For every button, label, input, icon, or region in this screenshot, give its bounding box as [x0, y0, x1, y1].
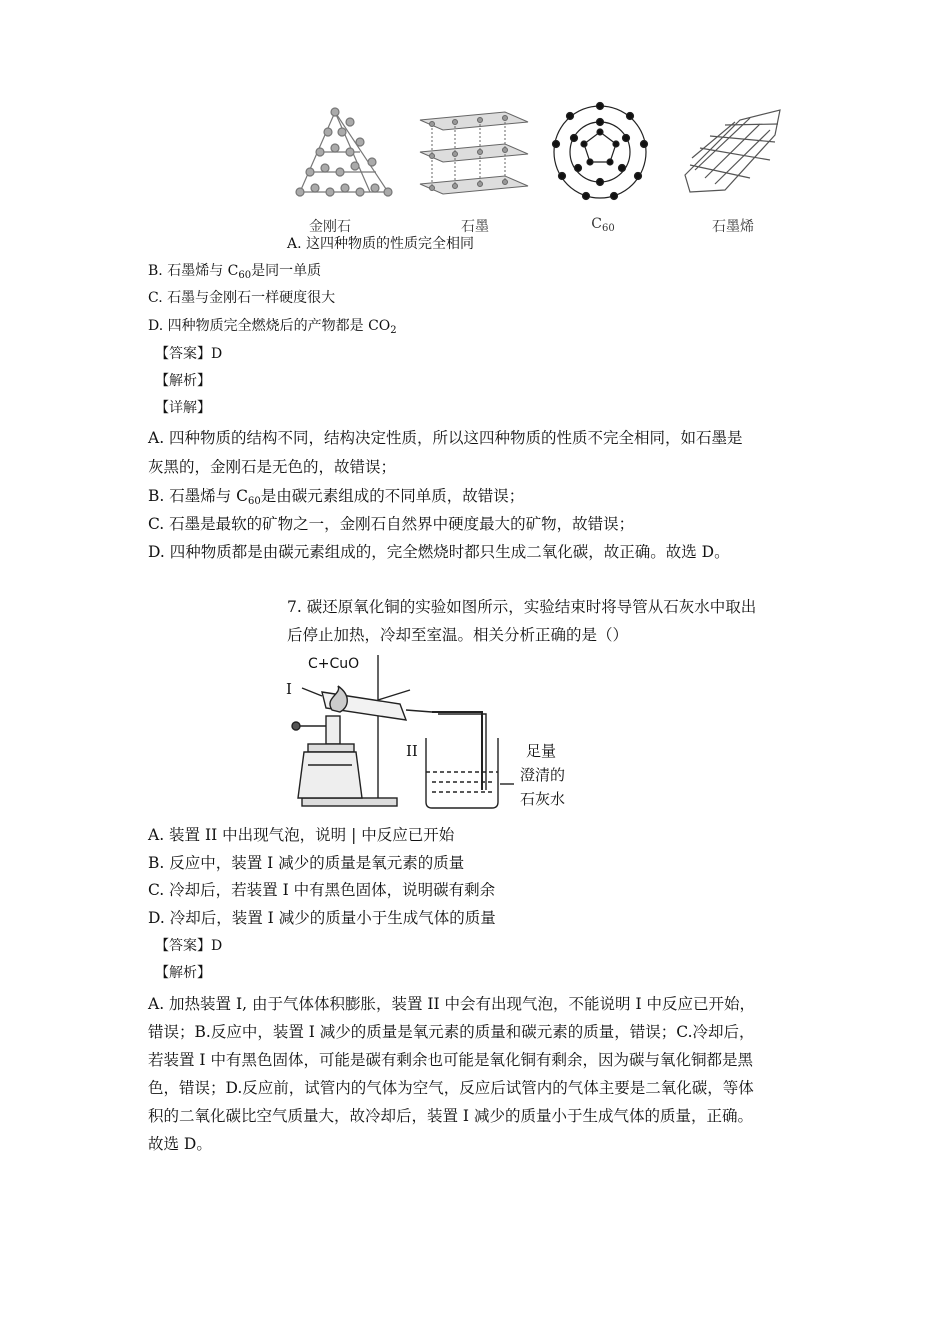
graphite-structure-icon — [420, 112, 528, 194]
limewater-label-2: 澄清的 — [520, 766, 566, 784]
q7-explanation-1: A. 加热装置 I, 由于气体体积膨胀，装置 II 中会有出现气泡，不能说明 I 中反应已开始， — [148, 995, 756, 1013]
q7-option-d: D. 冷却后，装置 I 减少的质量小于生成气体的质量 — [148, 909, 496, 927]
c60-structure-icon — [553, 103, 648, 200]
q6-explanation-a-2: 灰黑的，金刚石是无色的，故错误； — [148, 458, 397, 476]
q6-option-b: B. 石墨烯与 $C_{60}$是同一单质 — [148, 263, 322, 281]
q7-explanation-4: 色，错误；D.反应前，试管内的气体为空气，反应后试管内的气体主要是二氧化碳，等体 — [148, 1079, 754, 1097]
q6-explanation-c: C. 石墨是最软的矿物之一，金刚石自然界中硬度最大的矿物，故错误； — [148, 515, 635, 533]
limewater-label-3: 石灰水 — [520, 790, 566, 808]
graphite-label: 石墨 — [461, 219, 489, 235]
allotropes-illustration — [280, 100, 800, 220]
graphene-label: 石墨烯 — [712, 219, 754, 235]
apparatus-figure — [282, 650, 582, 815]
diamond-label: 金刚石 — [309, 219, 351, 235]
graphene-structure-icon — [685, 110, 780, 192]
apparatus-i-label: I — [286, 680, 292, 698]
allotropes-figure — [280, 100, 800, 240]
limewater-label-1: 足量 — [526, 742, 557, 760]
diamond-structure-icon — [296, 108, 392, 196]
q7-explanation-6: 故选 D。 — [148, 1135, 212, 1153]
q6-option-d: D. 四种物质完全燃烧后的产物都是 $CO_2$ — [148, 318, 397, 336]
q7-option-b: B. 反应中，装置 I 减少的质量是氧元素的质量 — [148, 854, 465, 872]
q7-analysis-heading: 【解析】 — [155, 965, 211, 981]
q7-explanation-3: 若装置 I 中有黑色固体，可能是碳有剩余也可能是氧化铜有剩余，因为碳与氧化铜都是黑 — [148, 1051, 753, 1069]
reagent-label: C+CuO — [308, 656, 360, 672]
c60-label: $C_{60}$ — [591, 216, 615, 234]
q7-stem-line-1: 7. 碳还原氧化铜的实验如图所示，实验结束时将导管从石灰水中取出 — [287, 598, 757, 616]
q7-explanation-5: 积的二氧化碳比空气质量大，故冷却后，装置 I 减少的质量小于生成气体的质量，正确。 — [148, 1107, 753, 1125]
q7-option-c: C. 冷却后，若装置 I 中有黑色固体，说明碳有剩余 — [148, 881, 496, 899]
q7-explanation-2: 错误；B.反应中，装置 I 减少的质量是氧元素的质量和碳元素的质量，错误；C.冷却后， — [148, 1023, 755, 1041]
q6-explanation-d: D. 四种物质都是由碳元素组成的，完全燃烧时都只生成二氧化碳，故正确。故选 D。 — [148, 543, 730, 561]
q7-option-a: A. 装置 II 中出现气泡，说明 | 中反应已开始 — [148, 826, 455, 844]
q6-option-c: C. 石墨与金刚石一样硬度很大 — [148, 290, 336, 306]
q6-answer: 【答案】D — [155, 346, 223, 362]
q6-detail-heading: 【详解】 — [155, 400, 211, 416]
q6-option-a: A. 这四种物质的性质完全相同 — [287, 236, 475, 252]
q7-stem-line-2: 后停止加热，冷却至室温。相关分析正确的是（） — [287, 626, 629, 644]
q6-explanation-b: B. 石墨烯与 $C_{60}$是由碳元素组成的不同单质，故错误； — [148, 487, 525, 507]
q6-explanation-a-1: A. 四种物质的结构不同，结构决定性质，所以这四种物质的性质不完全相同，如石墨是 — [148, 429, 743, 447]
q6-analysis-heading: 【解析】 — [155, 373, 211, 389]
q7-answer: 【答案】D — [155, 938, 223, 954]
apparatus-ii-label: II — [406, 742, 418, 760]
